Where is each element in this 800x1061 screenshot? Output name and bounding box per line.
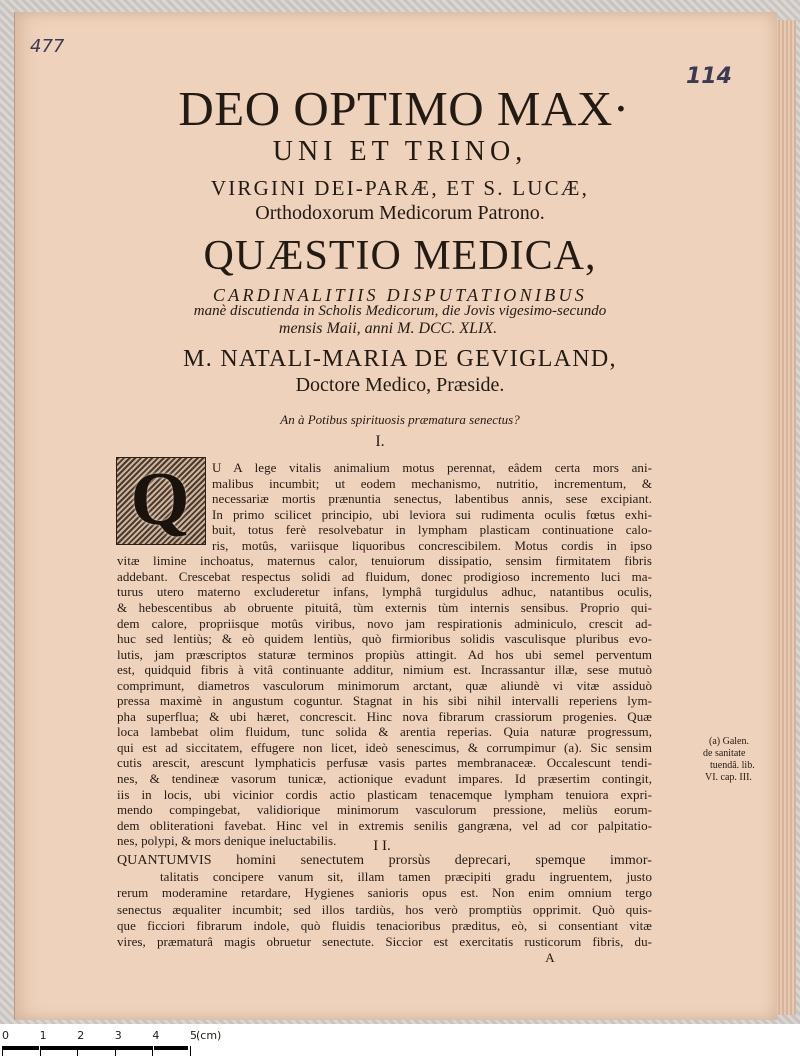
section-2-number: I I. — [373, 838, 391, 854]
title-line-7: manè discutienda in Scholis Medicorum, die Jovis vigesimo-secundo — [193, 303, 607, 319]
section-1-line: ris, motûs, variisque liquoribus concrescibilem. Motus cordis in ipso — [212, 537, 652, 553]
ruler-label: 0 — [2, 1029, 9, 1042]
section-1-line: iis in locis, ubi vicinior cordis actio plasticam tenacemque lympham tenuiora expri- — [117, 786, 652, 802]
section-1-line: In primo scilicet principio, ubi leviora sui rudimenta oculis fœtus exhi- — [212, 506, 652, 522]
section-1-line: U A lege vitalis animalium motus perennat, eâdem certa mors ani- — [212, 460, 652, 475]
section-1-line: qui est ad siccitatem, effugere non licet, ideò senescimus, & corrumpimur (a). Sic sensim — [117, 739, 652, 755]
section-1-number: I. — [375, 433, 385, 450]
ruler-tick — [115, 1046, 116, 1056]
handwritten-folio-left: 477 — [30, 36, 65, 57]
section-2-line: talitatis concipere vanum sit, illam tamen præcipiti gradu ingruentem, justo — [160, 869, 652, 885]
question-line: An à Potibus spirituosis præmatura senectus? — [280, 412, 520, 427]
section-1-line: nes, polypi, & mors denique ineluctabilis. — [117, 833, 337, 849]
measurement-ruler — [0, 1024, 800, 1061]
section-1-line: turus utero materno excluderetur infans, lymphâ turgidulus adhuc, natantibus oculis, — [117, 584, 652, 600]
ruler-label: 4 — [152, 1029, 160, 1042]
title-line-10: Doctore Medico, Præside. — [295, 374, 505, 396]
section-2-line: QUANTUMVIS homini senectutem prorsùs deprecari, spemque immor- — [117, 853, 652, 868]
section-1-line: dem calore, propriisque motûs viribus, novo jam respirationis adminiculo, crescit ad- — [117, 615, 652, 631]
section-2-line: vires, præmaturâ magis obruetur senectute. Siccior est exercitatis rusticorum fibris, du- — [117, 934, 652, 949]
signature-mark: A — [545, 950, 555, 965]
section-1-line: dem obliterationi favebat. Hinc vel in extremis senilis gangræna, vel ad cor palpitatio- — [117, 817, 652, 833]
handwritten-folio-right: 114 — [686, 64, 732, 89]
ruler-label: 1 — [39, 1029, 47, 1042]
title-line-5: QUÆSTIO MEDICA, — [203, 233, 597, 279]
section-1-line: buit, totus ferè resolvebatur in lympham plasticam continuatione calo- — [212, 522, 652, 538]
section-1-line: comprimunt, diametros vasculorum minimorum arctant, quæ aliundè vi vitæ assiduò — [117, 677, 652, 693]
section-1-line: mendo compingebat, validiorique minimorum vasculorum pressione, meliùs eorum- — [117, 802, 652, 818]
ruler-tick — [2, 1046, 3, 1056]
title-line-8: mensis Maii, anni M. DCC. XLIX. — [278, 320, 498, 337]
section-1-line: pha superflua; & ubi hæret, concrescit. Hinc nova fibrarum crassiorum progenies. Quæ — [117, 708, 652, 724]
section-2-line: senectus æqualiter incumbit; sed illos tardiùs, hos verò promptiùs opprimit. Quò quis- — [117, 901, 652, 917]
section-1-line: huc sed lentiùs; & eò quidem lentiùs, quò firmioribus solidis vasculisque pluribus evo- — [117, 631, 652, 647]
ruler-tick — [190, 1046, 191, 1056]
margin-note-line-2: de sanitate — [703, 748, 746, 759]
section-1-line: vitæ limine inchoatus, maternus calor, tenuiorum dissipatio, sensim firmitatem fibris — [117, 553, 652, 569]
title-line-1: DEO OPTIMO MAX· — [178, 81, 630, 136]
ruler-tick — [40, 1046, 41, 1056]
section-1-line: lutis, jam præscriptos staturæ terminos propiùs attingit. Ad hos ubi semel perventum — [117, 646, 652, 662]
ruler-bar — [2, 1046, 188, 1050]
dropcap-letter: Q — [130, 457, 190, 541]
section-1-line: & hebescentibus ab obruente pituitâ, tùm externis tùm internis sensibus. Proprio qui- — [117, 599, 652, 615]
ruler-tick — [77, 1046, 78, 1056]
title-line-4: Orthodoxorum Medicorum Patrono. — [255, 202, 545, 224]
section-1-line: nes, & tendineæ vasorum tunicæ, actionique evadunt impares. Id præsertim contingit, — [117, 771, 652, 786]
section-1-line: cutis arescit, arescunt lymphaticis perfusæ vasis partes membranaceæ. Occalescunt tendi- — [117, 755, 652, 771]
section-1-line: malibus incumbit; ut eodem mechanismo, nutritio, incrementum, & — [212, 475, 652, 491]
section-1-line: pressa maximè in angustum coguntur. Stagnat in his sibi nihil intervalli reperiens lym- — [117, 693, 652, 709]
section-1-line: est, quidquid fibris à vitâ continuante additur, nimium est. Incrassantur illæ, sese mutuò — [117, 662, 652, 678]
margin-note-line-4: VI. cap. III. — [705, 772, 752, 783]
title-line-3: VIRGINI DEI-PARÆ, ET S. LUCÆ, — [210, 176, 590, 200]
section-1-line: necessariæ mortis prænuntia senectus, labentibus annis, sese excipiant. — [212, 491, 652, 507]
margin-note-line-3: tuendâ. lib. — [710, 760, 755, 771]
ruler-label: 5 — [190, 1029, 197, 1042]
section-2-line: que ficciori fibrarum indole, quò fluidis tenacioribus præditus, eò, si consentiant vitæ — [117, 917, 652, 933]
section-1-line: addebant. Crescebat respectus solidi ad fluidum, donec prodigioso incremento luci ma- — [117, 568, 652, 584]
title-line-6: CARDINALITIIS DISPUTATIONIBUS — [212, 285, 588, 305]
section-2-line: rerum moderamine retardare, Hygienes sanioris opus est. Non enim omnium tergo — [117, 885, 652, 901]
ruler-unit: (cm) — [196, 1029, 222, 1042]
ruler-label: 3 — [114, 1029, 122, 1042]
margin-note-line-1: (a) Galen. — [709, 736, 749, 747]
section-1-line: loca lambebat olim fluidum, tunc solida & arentia reperias. Quia naturæ progressum, — [117, 724, 652, 740]
title-line-9: M. NATALI-MARIA DE GEVIGLAND, — [183, 346, 617, 372]
title-line-2: UNI ET TRINO, — [272, 136, 528, 167]
ruler-tick — [152, 1046, 153, 1056]
ruler-label: 2 — [77, 1029, 85, 1042]
